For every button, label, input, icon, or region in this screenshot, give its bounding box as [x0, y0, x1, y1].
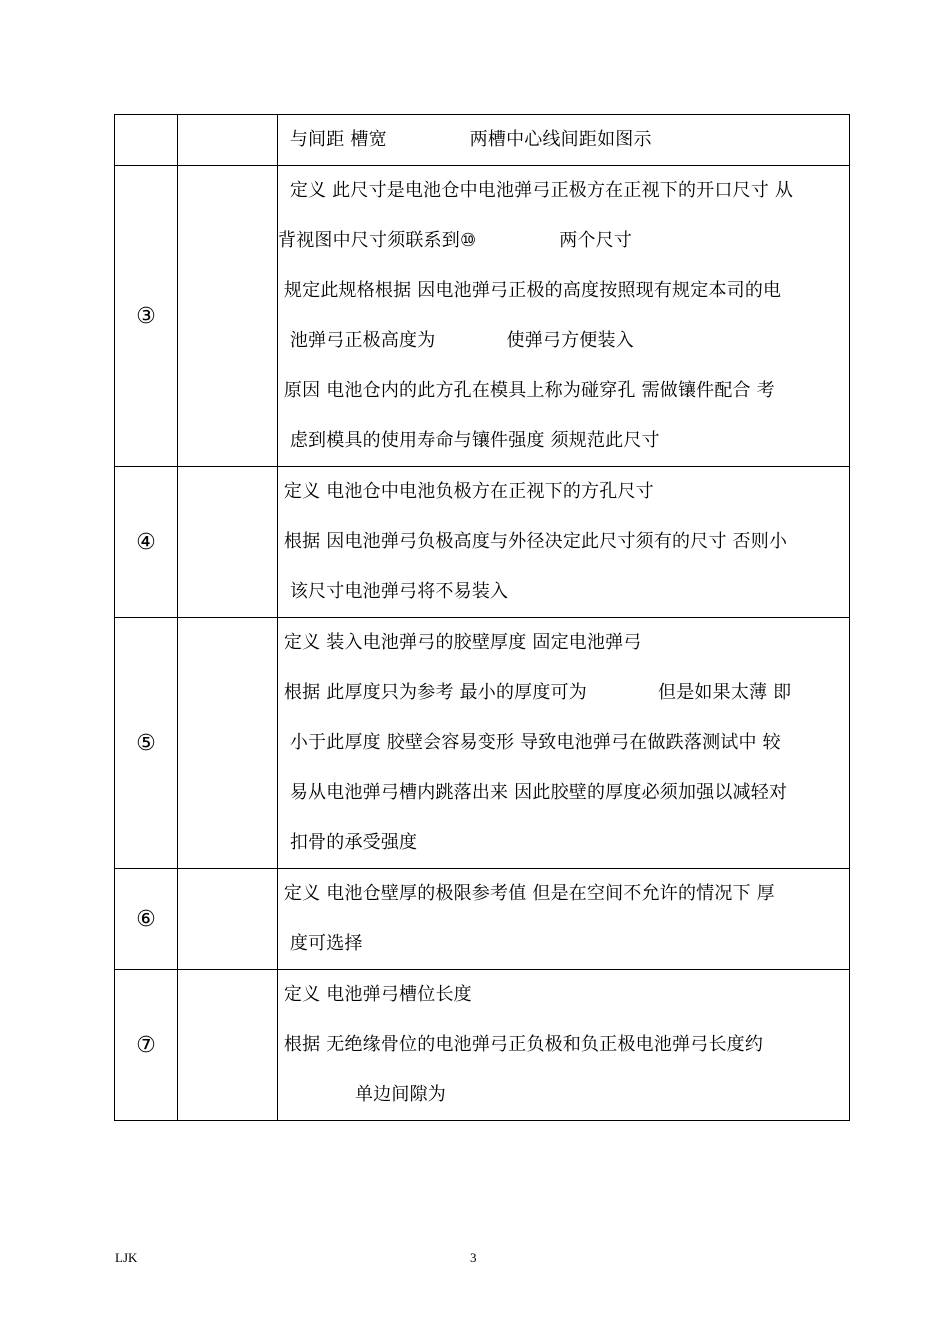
description-line: 根据 因电池弹弓负极高度与外径决定此尺寸须有的尺寸 否则小 — [278, 531, 788, 552]
description-line: 易从电池弹弓槽内跳落出来 因此胶壁的厚度必须加强以减轻对 — [278, 782, 788, 803]
empty-cell — [178, 869, 278, 970]
description-line: 定义 电池仓壁厚的极限参考值 但是在空间不允许的情况下 厚 — [278, 883, 775, 904]
item-number — [115, 115, 178, 166]
description-line: 定义 装入电池弹弓的胶壁厚度 固定电池弹弓 — [278, 632, 642, 653]
description-line: 根据 此厚度只为参考 最小的厚度可为 但是如果太薄 即 — [278, 682, 792, 703]
description-line: 小于此厚度 胶壁会容易变形 导致电池弹弓在做跌落测试中 较 — [278, 732, 781, 753]
empty-cell — [178, 467, 278, 618]
empty-cell — [178, 970, 278, 1121]
description-cell — [278, 115, 850, 166]
description-cell — [278, 618, 850, 869]
footer-page-number: 3 — [470, 1250, 477, 1265]
table-row — [115, 115, 850, 166]
item-number: ⑥ — [115, 869, 178, 970]
description-cell — [278, 970, 850, 1121]
empty-cell — [178, 166, 278, 467]
table-row — [115, 467, 850, 618]
empty-cell — [178, 618, 278, 869]
spec-table-body — [115, 115, 850, 1121]
item-number: ⑤ — [115, 618, 178, 869]
table-row — [115, 869, 850, 970]
description-line: 定义 电池弹弓槽位长度 — [278, 984, 472, 1005]
description-line: 规定此规格根据 因电池弹弓正极的高度按照现有规定本司的电 — [278, 280, 782, 301]
item-number: ⑦ — [115, 970, 178, 1121]
description-line: 池弹弓正极高度为 使弹弓方便装入 — [278, 330, 634, 351]
description-line: 原因 电池仓内的此方孔在模具上称为碰穿孔 需做镶件配合 考 — [278, 380, 775, 401]
description-line: 根据 无绝缘骨位的电池弹弓正负极和负正极电池弹弓长度约 — [278, 1034, 764, 1055]
description-line: 背视图中尺寸须联系到⑩ 两个尺寸 — [278, 230, 633, 251]
description-line: 该尺寸电池弹弓将不易装入 — [278, 581, 509, 602]
table-row — [115, 970, 850, 1121]
description-line: 单边间隙为 — [278, 1084, 446, 1105]
description-cell — [278, 166, 850, 467]
description-line: 扣骨的承受强度 — [278, 832, 418, 853]
description-line: 虑到模具的使用寿命与镶件强度 须规范此尺寸 — [278, 430, 660, 451]
footer-author: LJK — [115, 1250, 138, 1265]
description-line: 定义 电池仓中电池负极方在正视下的方孔尺寸 — [278, 481, 654, 502]
table-row — [115, 618, 850, 869]
description-line: 度可选择 — [278, 933, 363, 954]
empty-cell — [178, 115, 278, 166]
table-row — [115, 166, 850, 467]
spec-table — [114, 114, 850, 1121]
item-number: ④ — [115, 467, 178, 618]
description-line: 定义 此尺寸是电池仓中电池弹弓正极方在正视下的开口尺寸 从 — [278, 180, 794, 201]
description-cell — [278, 467, 850, 618]
description-line: 与间距 槽宽 两槽中心线间距如图示 — [278, 129, 652, 150]
item-number: ③ — [115, 166, 178, 467]
description-cell — [278, 869, 850, 970]
